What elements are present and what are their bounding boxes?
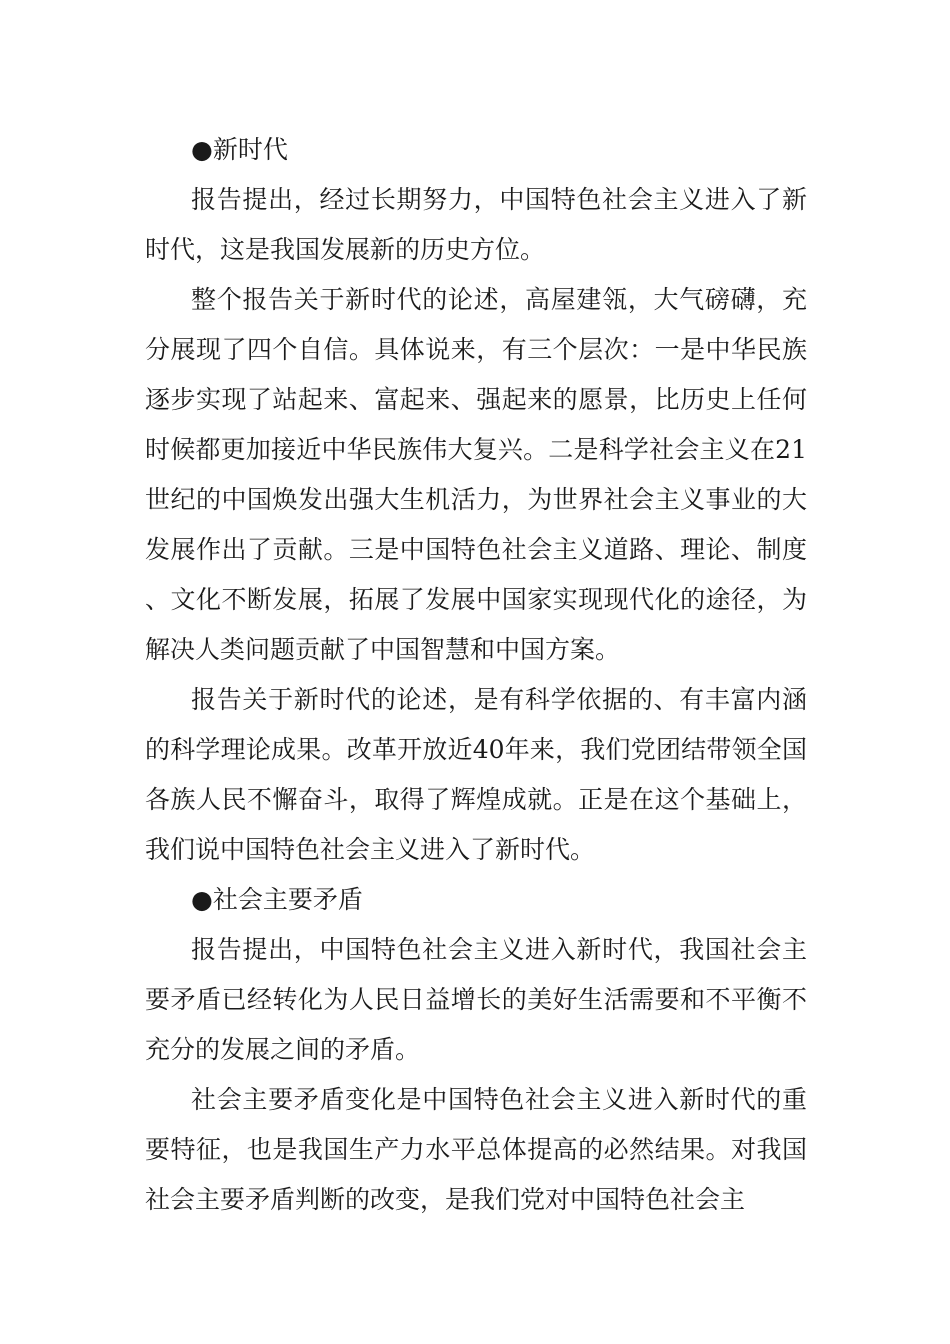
section-heading-new-era: ●新时代 <box>191 135 288 164</box>
paragraph: 报告提出，经过长期努力，中国特色社会主义进入了新时代，这是我国发展新的历史方位。 <box>145 185 807 264</box>
paragraph: 报告关于新时代的论述，是有科学依据的、有丰富内涵的科学理论成果。改革开放近40年来，我们党团结带领全国各族人民不懈奋斗，取得了辉煌成就。正是在这个基础上，我们说中国特色社会主义进入了新时代。 <box>145 685 807 864</box>
document-body <box>145 125 807 1225</box>
section-heading-main-contradiction: ●社会主要矛盾 <box>191 885 363 914</box>
paragraph: 整个报告关于新时代的论述，高屋建瓴，大气磅礴，充分展现了四个自信。具体说来，有三个层次：一是中华民族逐步实现了站起来、富起来、强起来的愿景，比历史上任何时候都更加接近中华民族伟大复兴。二是科学社会主义在21世纪的中国焕发出强大生机活力，为世界社会主义事业的大发展作出了贡献。三是中国特色社会主义道路、理论、制度、文化不断发展，拓展了发展中国家实现现代化的途径，为解决人类问题贡献了中国智慧和中国方案。 <box>145 285 807 664</box>
paragraph: 社会主要矛盾变化是中国特色社会主义进入新时代的重要特征，也是我国生产力水平总体提高的必然结果。对我国社会主要矛盾判断的改变，是我们党对中国特色社会主 <box>145 1085 807 1214</box>
paragraph: 报告提出，中国特色社会主义进入新时代，我国社会主要矛盾已经转化为人民日益增长的美好生活需要和不平衡不充分的发展之间的矛盾。 <box>145 935 807 1064</box>
